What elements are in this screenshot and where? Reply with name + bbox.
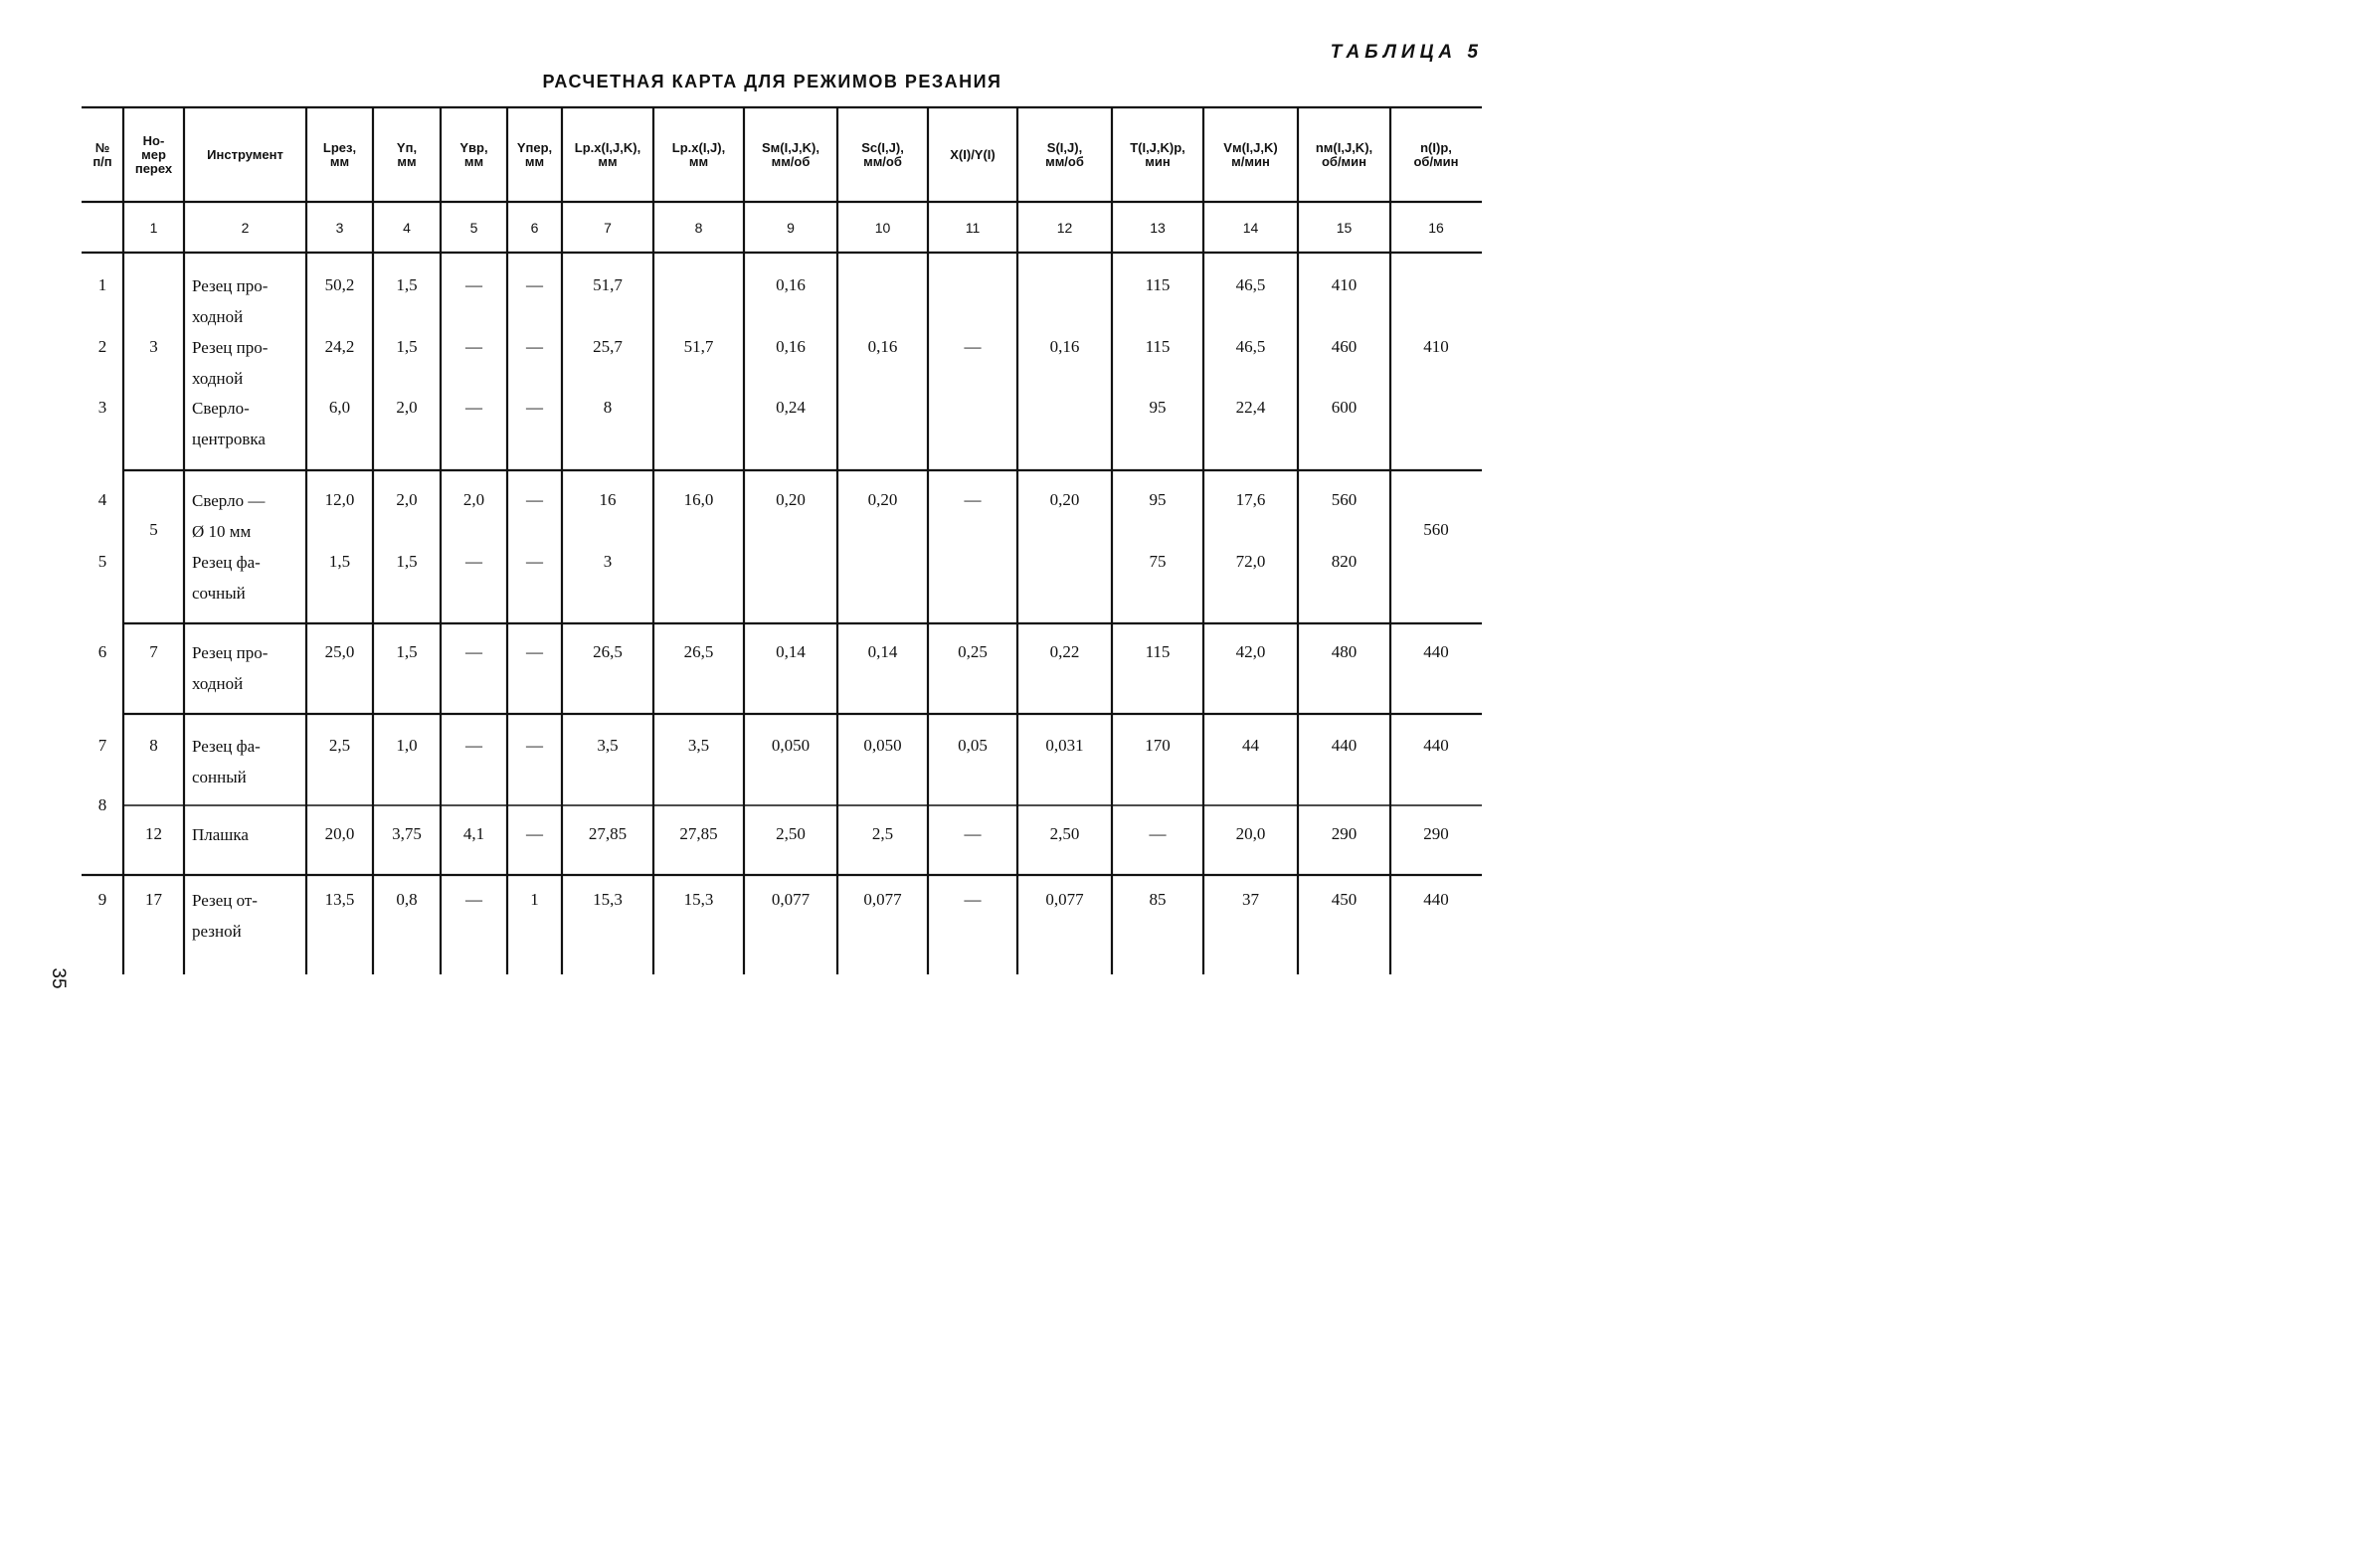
table-cell: 26,5 [683, 642, 714, 661]
group-cell: — [964, 337, 982, 356]
column-header: Yвр, мм [459, 139, 488, 169]
group-cell: 560 [1423, 520, 1449, 539]
table-cell: 13,5 [324, 890, 355, 909]
table-cell: 0,031 [1045, 736, 1084, 755]
table-cell: — [465, 736, 482, 755]
table-cell: 72,0 [1235, 552, 1266, 571]
column-header: X(I)/Y(I) [950, 146, 996, 162]
table-cell: 170 [1145, 736, 1171, 755]
table-cell: 75 [1149, 552, 1167, 571]
table-cell: 480 [1331, 642, 1358, 661]
group-cell: 410 [1423, 337, 1449, 356]
group-cell: 0,20 [867, 490, 898, 509]
column-header: Lр.х(I,J), мм [671, 139, 726, 169]
table-cell: 25,0 [324, 642, 355, 661]
table-cell: 2,0 [462, 490, 485, 509]
table-cell: 27,85 [588, 824, 628, 843]
table-cell: — [465, 275, 482, 294]
table-cell: 24,2 [324, 337, 355, 356]
table-cell: 440 [1423, 890, 1449, 909]
table-cell: 560 [1331, 490, 1358, 509]
table-cell: 1,0 [396, 736, 418, 755]
table-cell: — [526, 490, 543, 509]
table-cell: 51,7 [593, 275, 623, 294]
table-cell: — [526, 642, 543, 661]
row-number: 2 [97, 337, 107, 356]
column-header: n(I)р, об/мин [1413, 139, 1459, 169]
group-cell: — [964, 490, 982, 509]
column-header: Sм(I,J,K), мм/об [761, 139, 819, 169]
table-cell: 85 [1149, 890, 1167, 909]
table-cell: 50,2 [324, 275, 355, 294]
table-cell: — [1149, 824, 1167, 843]
tool-name: Резец про- ходной [192, 338, 269, 388]
table-cell: 2,5 [328, 736, 351, 755]
table-cell: 15,3 [593, 890, 623, 909]
table-cell: — [465, 890, 482, 909]
transition-number: 8 [149, 736, 158, 755]
table-cell: 115 [1145, 275, 1171, 294]
row-number: 3 [97, 398, 107, 417]
column-number: 3 [335, 219, 344, 236]
row-number: 4 [97, 490, 107, 509]
table-cell: 46,5 [1235, 275, 1266, 294]
table-cell: 0,8 [396, 890, 418, 909]
table-cell: 22,4 [1235, 398, 1266, 417]
row-number: 1 [97, 275, 107, 294]
column-number: 6 [530, 219, 539, 236]
group-cell: 0,16 [867, 337, 898, 356]
table-cell: 3,5 [597, 736, 619, 755]
column-number: 16 [1428, 219, 1444, 236]
table-cell: 27,85 [679, 824, 718, 843]
table-cell: 115 [1145, 337, 1171, 356]
row-number: 7 [97, 736, 107, 755]
tool-name: Сверло- центровка [192, 399, 266, 448]
table-cell: 440 [1423, 642, 1449, 661]
table-cell: 0,077 [863, 890, 902, 909]
column-number: 9 [787, 219, 795, 236]
table-cell: — [526, 736, 543, 755]
table-cell: 0,077 [771, 890, 811, 909]
table-cell: 2,50 [776, 824, 806, 843]
table-cell: 1 [530, 890, 539, 909]
table-cell: 26,5 [593, 642, 623, 661]
table-cell: 410 [1331, 275, 1358, 294]
row-number: 8 [97, 795, 107, 814]
group-cell: 0,20 [1049, 490, 1080, 509]
column-header: Sс(I,J), мм/об [861, 139, 904, 169]
table-cell: 12,0 [324, 490, 355, 509]
table-cell: — [465, 642, 482, 661]
table-cell: 0,25 [958, 642, 988, 661]
transition-number: 7 [149, 642, 158, 661]
table-cell: 15,3 [683, 890, 714, 909]
table-cell: 0,050 [863, 736, 902, 755]
table-cell: 0,16 [776, 275, 806, 294]
table-cell: 820 [1331, 552, 1358, 571]
table-cell: — [964, 824, 982, 843]
table-cell: 0,24 [776, 398, 806, 417]
table-cell: 0,22 [1049, 642, 1080, 661]
table-cell: 0,050 [771, 736, 811, 755]
tool-name: Резец от- резной [192, 891, 258, 941]
column-number: 8 [694, 219, 703, 236]
column-header: Yпер, мм [516, 139, 553, 169]
table-cell: 2,5 [871, 824, 894, 843]
table-cell: 1,5 [396, 337, 418, 356]
table-cell: — [465, 552, 482, 571]
column-number: 14 [1242, 219, 1259, 236]
table-cell: 0,14 [776, 642, 806, 661]
column-header: № п/п [92, 139, 112, 169]
transition-number: 5 [149, 520, 158, 539]
table-label: ТАБЛИЦА 5 [1330, 42, 1483, 63]
table-cell: 8 [603, 398, 613, 417]
table-cell: — [526, 824, 543, 843]
table-cell: 2,0 [396, 398, 418, 417]
table-cell: 2,0 [396, 490, 418, 509]
column-header: Инструмент [207, 146, 283, 162]
column-number: 11 [965, 219, 981, 236]
page-number: 35 [48, 967, 69, 989]
table-cell: 42,0 [1235, 642, 1266, 661]
column-number: 2 [241, 219, 250, 236]
row-number: 6 [97, 642, 107, 661]
table-cell: 37 [1242, 890, 1259, 909]
group-cell: 0,16 [1049, 337, 1080, 356]
table-cell: 46,5 [1235, 337, 1266, 356]
table-cell: 0,16 [776, 337, 806, 356]
column-header: Но- мер перех [134, 132, 173, 176]
table-cell: — [964, 890, 982, 909]
table-cell: 2,50 [1049, 824, 1080, 843]
tool-name: Резец фа- сонный [192, 737, 261, 786]
table-cell: — [465, 337, 482, 356]
table-cell: 16 [599, 490, 617, 509]
table-cell: 6,0 [328, 398, 351, 417]
column-number: 7 [604, 219, 612, 236]
table-cell: 95 [1149, 398, 1167, 417]
table-cell: 460 [1331, 337, 1358, 356]
transition-number: 3 [149, 337, 158, 356]
column-header: Vм(I,J,K) м/мин [1223, 139, 1278, 169]
table-cell: 440 [1423, 736, 1449, 755]
table-title: РАСЧЕТНАЯ КАРТА ДЛЯ РЕЖИМОВ РЕЗАНИЯ [542, 72, 1002, 91]
table-cell: 290 [1331, 824, 1358, 843]
column-number: 1 [149, 219, 158, 236]
row-number: 9 [97, 890, 107, 909]
table-cell: 0,14 [867, 642, 898, 661]
column-header: S(I,J), мм/об [1045, 139, 1084, 169]
group-cell: 16,0 [683, 490, 714, 509]
tool-name: Резец про- ходной [192, 643, 269, 693]
group-cell: 51,7 [683, 337, 714, 356]
table-cell: 600 [1331, 398, 1358, 417]
column-number: 4 [403, 219, 411, 236]
row-number: 5 [97, 552, 107, 571]
table-cell: 3,5 [687, 736, 710, 755]
table-cell: — [465, 398, 482, 417]
table-cell: 20,0 [1235, 824, 1266, 843]
table-cell: 290 [1423, 824, 1449, 843]
table-cell: — [526, 337, 543, 356]
table-cell: 450 [1331, 890, 1358, 909]
column-number: 5 [469, 219, 478, 236]
table-cell: — [526, 398, 543, 417]
tool-name: Резец про- ходной [192, 276, 269, 326]
table-cell: 0,077 [1045, 890, 1084, 909]
table-cell: 95 [1149, 490, 1167, 509]
column-header: Lр.х(I,J,K), мм [574, 139, 641, 169]
table-cell: 17,6 [1235, 490, 1266, 509]
table-cell: — [526, 275, 543, 294]
table-cell: — [526, 552, 543, 571]
table-cell: 115 [1145, 642, 1171, 661]
column-header: Yп, мм [396, 139, 418, 169]
column-header: T(I,J,K)р, мин [1130, 139, 1185, 169]
column-number: 13 [1150, 219, 1166, 236]
column-number: 15 [1336, 219, 1353, 236]
column-number: 10 [874, 219, 891, 236]
table-cell: 3 [603, 552, 613, 571]
table-cell: 1,5 [396, 275, 418, 294]
table-cell: 20,0 [324, 824, 355, 843]
table-cell: 0,20 [776, 490, 806, 509]
column-number: 12 [1056, 219, 1073, 236]
table-cell: 4,1 [462, 824, 485, 843]
table-cell: 1,5 [396, 642, 418, 661]
tool-name: Плашка [192, 824, 249, 844]
table-cell: 0,05 [958, 736, 988, 755]
table-cell: 44 [1242, 736, 1259, 755]
tool-name: Резец фа- сочный [192, 553, 261, 603]
column-header: Lрез, мм [322, 139, 357, 169]
table-cell: 25,7 [593, 337, 623, 356]
transition-number: 17 [145, 890, 162, 909]
table-cell: 1,5 [396, 552, 418, 571]
table-cell: 440 [1331, 736, 1358, 755]
tool-name: Сверло — Ø 10 мм [192, 491, 266, 541]
table-cell: 1,5 [328, 552, 351, 571]
table-cell: 3,75 [392, 824, 422, 843]
column-header: nм(I,J,K), об/мин [1315, 139, 1373, 169]
transition-number: 12 [145, 824, 162, 843]
